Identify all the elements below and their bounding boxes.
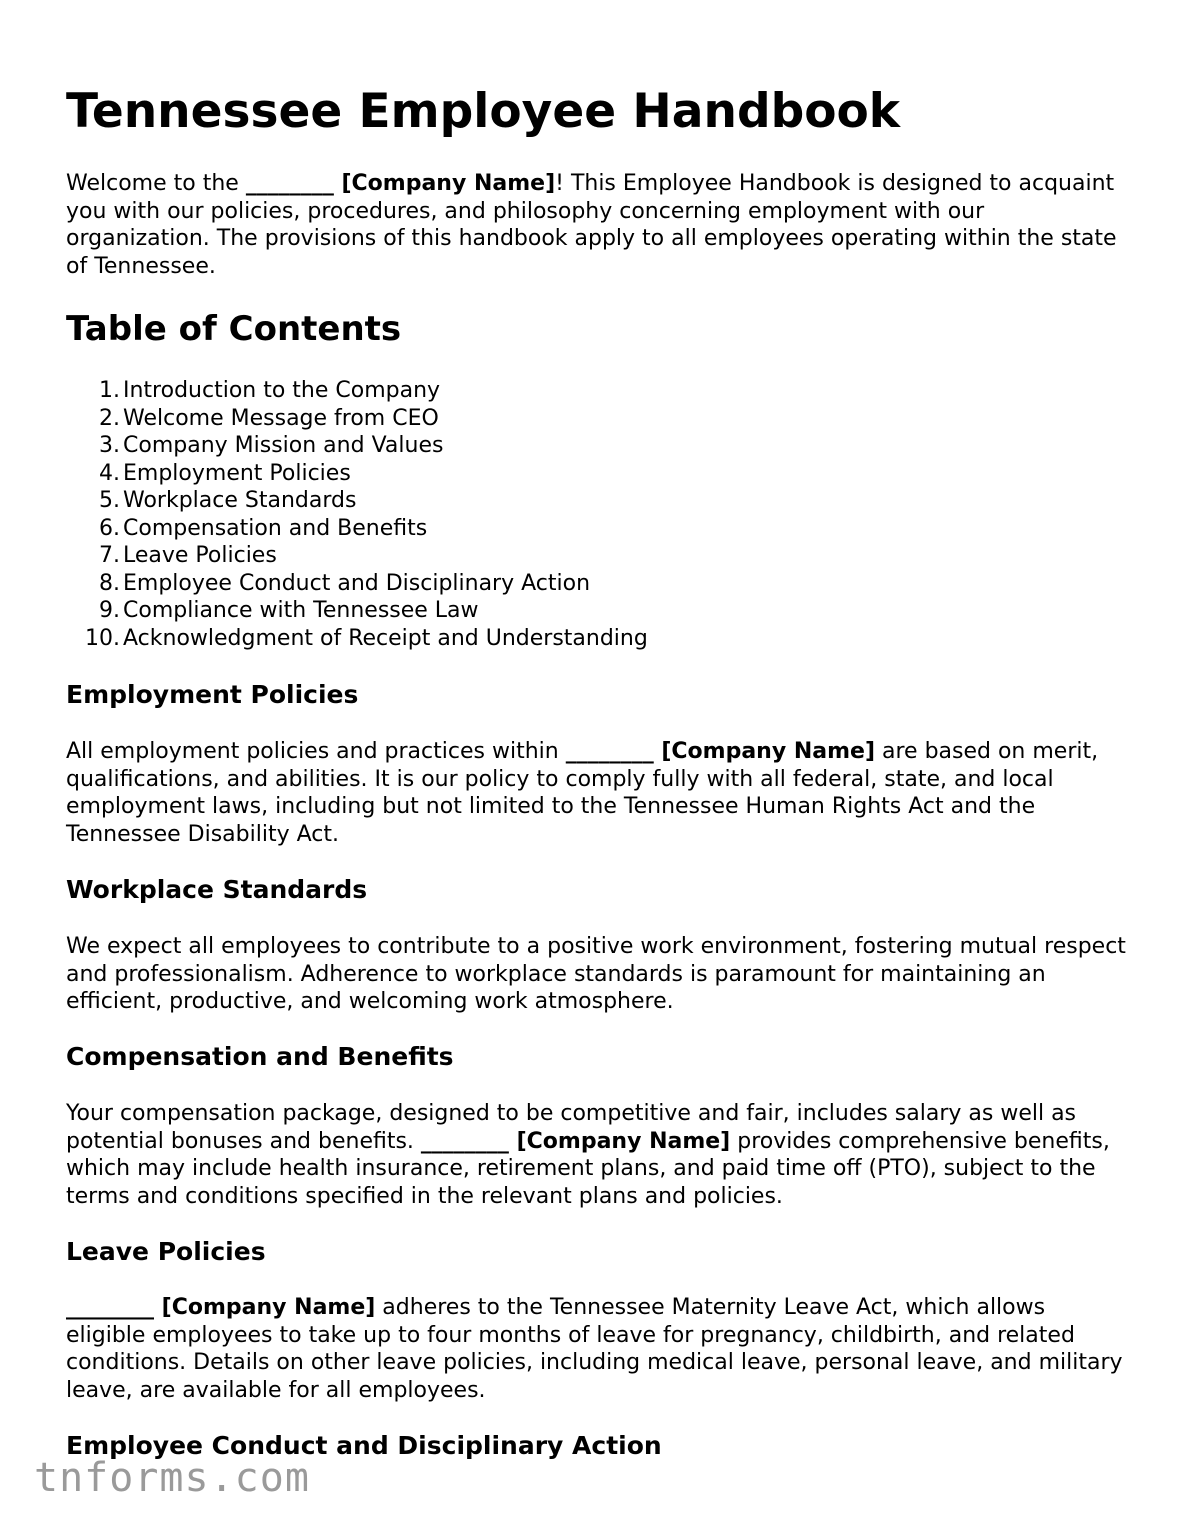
leave-policies-paragraph: ________ [Company Name] adheres to the Tennessee Maternity Leave Act, which allows eligible employees to take up to four months of leave for pregnancy, childbirth, and related conditions. Details on other leave policies, including medical leave, personal leave, and military leave, are available for all employees. bbox=[66, 1295, 1123, 1403]
intro-text-before: Welcome to the bbox=[66, 171, 246, 196]
company-name-placeholder: [Company Name] bbox=[333, 171, 556, 196]
company-name-blank: ________ bbox=[565, 739, 654, 764]
toc-item: 2. Welcome Message from CEO bbox=[99, 405, 439, 431]
toc-item: 10. Acknowledgment of Receipt and Understanding bbox=[85, 625, 648, 651]
site-watermark: tnforms.com bbox=[34, 1455, 310, 1501]
company-name-blank: ________ bbox=[245, 171, 334, 196]
employee-conduct-heading: Employee Conduct and Disciplinary Action bbox=[66, 1431, 662, 1460]
toc-item: 9. Compliance with Tennessee Law bbox=[99, 598, 479, 623]
toc-item: 1. Introduction to the Company bbox=[99, 378, 441, 403]
toc-item: 8. Employee Conduct and Disciplinary Action bbox=[99, 570, 591, 596]
toc-item: 7. Leave Policies bbox=[99, 543, 277, 568]
company-name-placeholder: [Company Name] bbox=[508, 1128, 731, 1154]
document-title: Tennessee Employee Handbook bbox=[66, 84, 901, 139]
employment-policies-heading: Employment Policies bbox=[66, 680, 359, 709]
intro-text-after: ! This Employee Handbook is designed to acquaint you with our policies, procedures, and philosophy concerning employment with our organization. The provisions of this handbook apply to all employees operating within the state of Tennessee. bbox=[66, 171, 1117, 279]
workplace-standards-heading: Workplace Standards bbox=[66, 875, 368, 904]
company-name-placeholder: [Company Name] bbox=[154, 1295, 376, 1320]
toc-item: 5. Workplace Standards bbox=[99, 488, 357, 513]
toc-item: 4. Employment Policies bbox=[99, 460, 351, 486]
company-name-blank: ________ bbox=[420, 1128, 509, 1154]
workplace-standards-paragraph: We expect all employees to contribute to a positive work environment, fostering mutual respect and professionalism. Adherence to workplace standards is paramount for maintaining an efficient, productive, and welcoming work atmosphere. bbox=[66, 934, 1126, 1014]
employment-policies-paragraph: All employment policies and practices within ________ [Company Name] are based on merit, qualifications, and abilities. It is our policy to comply fully with all federal, state, and local employment laws, including but not limited to the Tennessee Human Rights Act and the Tennessee Disability Act. bbox=[66, 739, 1099, 847]
intro-paragraph bbox=[66, 170, 1126, 280]
company-name-placeholder: [Company Name] bbox=[653, 739, 875, 764]
toc-heading: Table of Contents bbox=[66, 309, 402, 349]
leave-policies-heading: Leave Policies bbox=[66, 1237, 266, 1266]
company-name-blank: ________ bbox=[66, 1295, 154, 1320]
compensation-benefits-paragraph: Your compensation package, designed to be competitive and fair, includes salary as well as potential bonuses and benefits. ________ [Company Name] provides comprehensive benefits, which may include health insurance, retirement plans, and paid time off (PTO), subject to the terms and conditions specified in the relevant plans and policies. bbox=[66, 1101, 1110, 1209]
toc-item: 3. Company Mission and Values bbox=[99, 433, 444, 458]
compensation-benefits-heading: Compensation and Benefits bbox=[66, 1042, 454, 1071]
toc-list bbox=[66, 377, 648, 652]
toc-item: 6. Compensation and Benefits bbox=[99, 515, 428, 541]
